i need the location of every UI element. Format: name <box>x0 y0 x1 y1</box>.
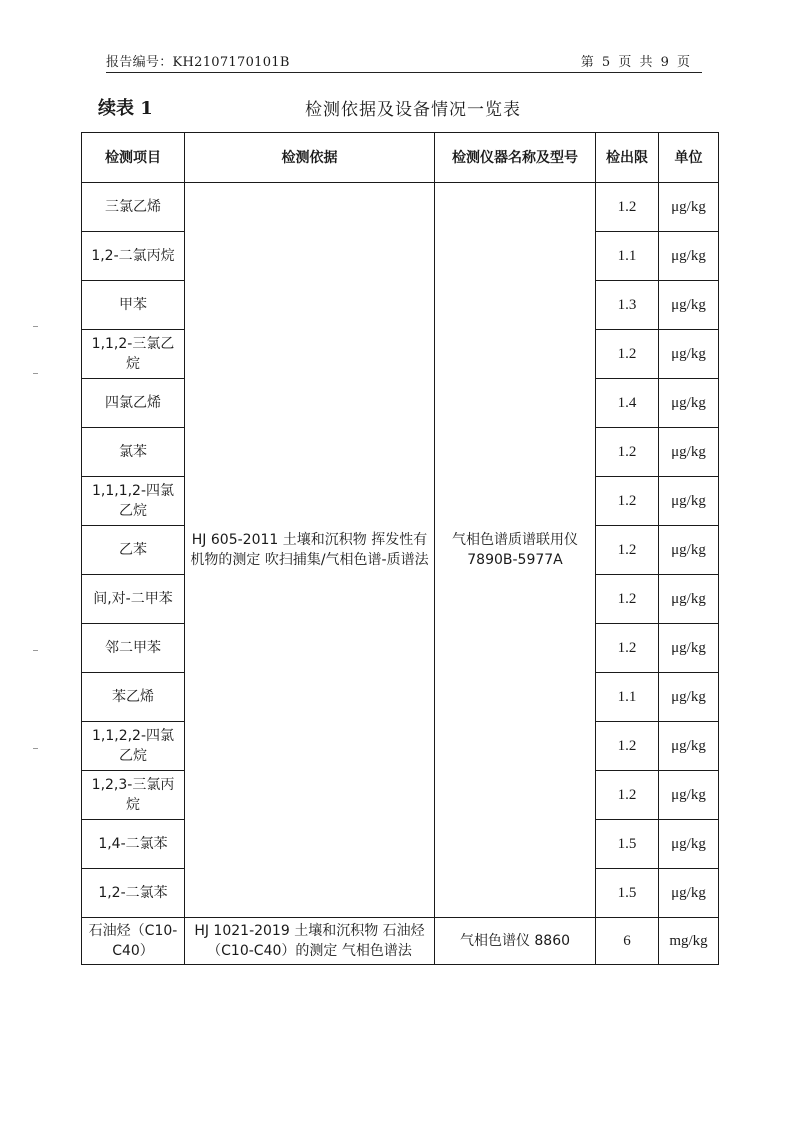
limit-cell: 1.2 <box>596 771 659 820</box>
limit-cell: 1.2 <box>596 428 659 477</box>
unit-cell: μg/kg <box>659 575 719 624</box>
unit-cell: μg/kg <box>659 232 719 281</box>
table-title: 检测依据及设备情况一览表 <box>305 100 521 120</box>
unit-cell: μg/kg <box>659 820 719 869</box>
limit-cell: 1.2 <box>596 477 659 526</box>
unit-cell: μg/kg <box>659 183 719 232</box>
item-cell: 1,2-二氯苯 <box>82 869 185 918</box>
column-header: 检出限 <box>596 133 659 183</box>
scan-mark <box>33 748 38 749</box>
unit-cell: μg/kg <box>659 722 719 771</box>
item-cell: 甲苯 <box>82 281 185 330</box>
item-cell: 乙苯 <box>82 526 185 575</box>
limit-cell: 1.2 <box>596 526 659 575</box>
scan-mark <box>33 326 38 327</box>
limit-cell: 1.5 <box>596 820 659 869</box>
limit-cell: 1.3 <box>596 281 659 330</box>
column-header: 检测依据 <box>185 133 435 183</box>
limit-cell: 6 <box>596 918 659 965</box>
limit-cell: 1.1 <box>596 232 659 281</box>
item-cell: 1,2,3-三氯丙烷 <box>82 771 185 820</box>
unit-cell: μg/kg <box>659 624 719 673</box>
item-cell: 四氯乙烯 <box>82 379 185 428</box>
item-cell: 1,1,2-三氯乙烷 <box>82 330 185 379</box>
table-row <box>82 918 719 965</box>
instrument-cell: 气相色谱质谱联用仪 7890B-5977A <box>435 183 596 918</box>
unit-cell: μg/kg <box>659 379 719 428</box>
unit-cell: μg/kg <box>659 477 719 526</box>
scan-mark <box>33 373 38 374</box>
unit-cell: μg/kg <box>659 330 719 379</box>
scan-mark <box>33 650 38 651</box>
table-header-row <box>82 133 719 183</box>
item-cell: 1,1,2,2-四氯乙烷 <box>82 722 185 771</box>
item-cell: 三氯乙烯 <box>82 183 185 232</box>
limit-cell: 1.2 <box>596 330 659 379</box>
item-cell: 1,4-二氯苯 <box>82 820 185 869</box>
item-cell: 间,对-二甲苯 <box>82 575 185 624</box>
unit-cell: μg/kg <box>659 526 719 575</box>
page-info: 第 5 页 共 9 页 <box>580 55 692 70</box>
column-header: 单位 <box>659 133 719 183</box>
item-cell: 苯乙烯 <box>82 673 185 722</box>
page-header <box>106 50 702 73</box>
item-cell: 1,2-二氯丙烷 <box>82 232 185 281</box>
table-label: 续表 1 <box>98 98 153 119</box>
unit-cell: μg/kg <box>659 771 719 820</box>
item-cell: 石油烃（C10-C40） <box>82 918 185 965</box>
column-header: 检测项目 <box>82 133 185 183</box>
limit-cell: 1.2 <box>596 575 659 624</box>
limit-cell: 1.2 <box>596 722 659 771</box>
unit-cell: mg/kg <box>659 918 719 965</box>
item-cell: 1,1,1,2-四氯乙烷 <box>82 477 185 526</box>
table-body <box>82 183 719 965</box>
basis-cell: HJ 605-2011 土壤和沉积物 挥发性有机物的测定 吹扫捕集/气相色谱-质谱法 <box>185 183 435 918</box>
unit-cell: μg/kg <box>659 428 719 477</box>
limit-cell: 1.5 <box>596 869 659 918</box>
limit-cell: 1.2 <box>596 624 659 673</box>
limit-cell: 1.2 <box>596 183 659 232</box>
report-number: 报告编号：KH2107170101B <box>106 55 290 70</box>
equipment-table <box>81 132 719 965</box>
unit-cell: μg/kg <box>659 673 719 722</box>
item-cell: 氯苯 <box>82 428 185 477</box>
limit-cell: 1.4 <box>596 379 659 428</box>
item-cell: 邻二甲苯 <box>82 624 185 673</box>
limit-cell: 1.1 <box>596 673 659 722</box>
unit-cell: μg/kg <box>659 281 719 330</box>
column-header: 检测仪器名称及型号 <box>435 133 596 183</box>
table-row <box>82 183 719 232</box>
instrument-cell: 气相色谱仪 8860 <box>435 918 596 965</box>
unit-cell: μg/kg <box>659 869 719 918</box>
basis-cell: HJ 1021-2019 土壤和沉积物 石油烃（C10-C40）的测定 气相色谱法 <box>185 918 435 965</box>
